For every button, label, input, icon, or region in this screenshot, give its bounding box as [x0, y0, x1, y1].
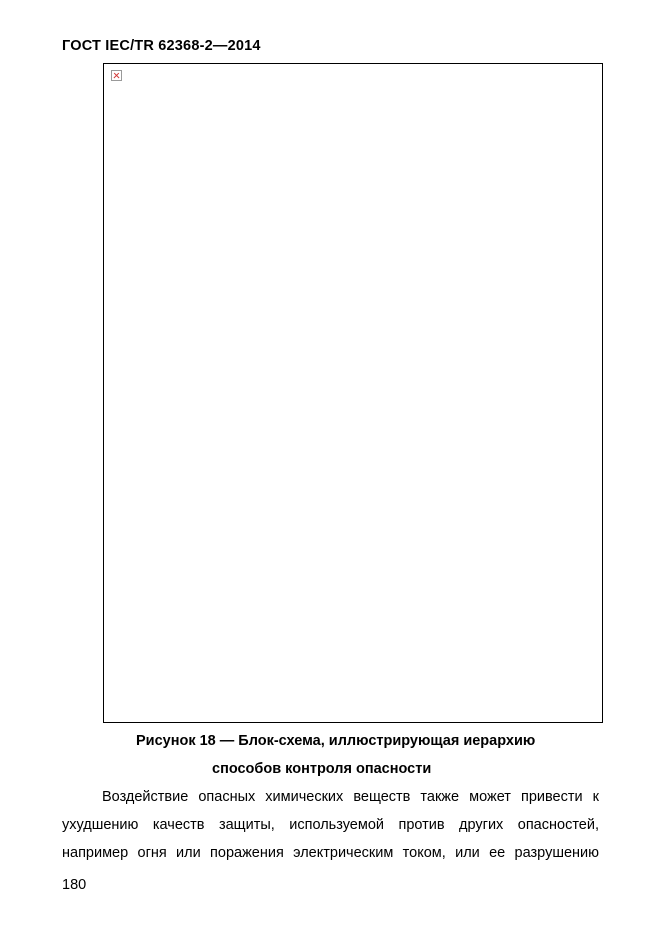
document-header: ГОСТ IEC/TR 62368-2—2014 [62, 38, 261, 54]
figure-frame [103, 63, 603, 723]
figure-caption-line-1: Рисунок 18 — Блок-схема, иллюстрирующая иерархию [136, 733, 536, 749]
paragraph-line-1: Воздействие опасных химических веществ также может привести к [102, 789, 599, 805]
paragraph-line-2: ухудшению качеств защиты, используемой против других опасностей, [62, 817, 599, 833]
broken-image-icon [111, 70, 122, 81]
figure-caption-line-2: способов контроля опасности [212, 761, 432, 777]
paragraph-line-3: например огня или поражения электрическим током, или ее разрушению [62, 845, 599, 861]
page-number: 180 [62, 877, 87, 893]
